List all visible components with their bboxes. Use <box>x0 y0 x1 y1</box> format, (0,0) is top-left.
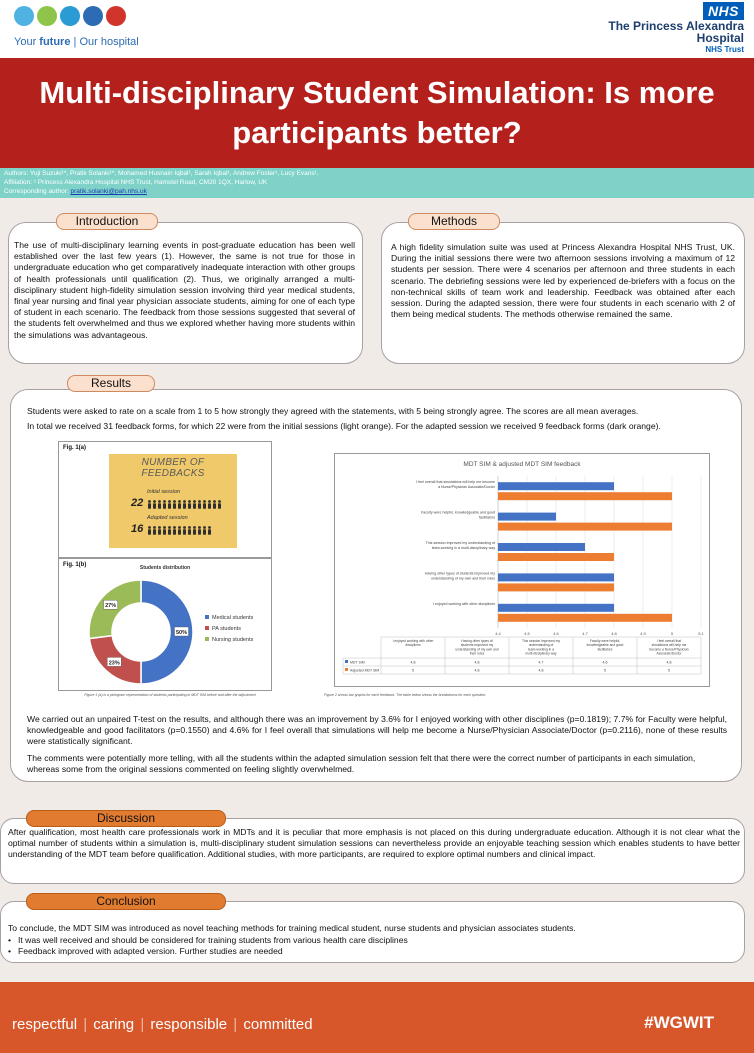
poster-title: Multi-disciplinary Student Simulation: Is more participants better? <box>39 75 715 150</box>
donut-data-label: 50% <box>175 630 188 636</box>
table-cell: 4.6 <box>602 660 608 665</box>
results-para1: Students were asked to rate on a scale from 1 to 5 how strongly they agreed with the statements, with 5 being strongly agree. The scores are all mean averages. <box>27 406 639 416</box>
footer-hashtag: #WGWIT <box>644 1013 714 1032</box>
conclusion-bullets <box>8 935 740 957</box>
footer-values: respectful | caring | responsible | committed <box>12 1016 313 1033</box>
initial-session-label: Initial session <box>147 489 181 495</box>
bar-adjusted-mdt-sim <box>498 553 614 561</box>
legend-swatch <box>205 615 209 619</box>
table-row-name: Adjusted MDT SIM <box>350 668 380 673</box>
y-category-label: Having other types of students improved my <box>424 571 495 576</box>
methods-heading: Methods <box>408 213 500 230</box>
header-bar <box>0 0 754 58</box>
pound-icon <box>106 6 126 26</box>
initial-people-pictogram <box>147 500 222 511</box>
table-header: facilitators <box>597 647 613 652</box>
y-category-label: I enjoyed working with other disciplines <box>432 601 495 606</box>
table-header: understanding of my own and <box>455 647 499 652</box>
adapted-session-label: Adapted session <box>147 515 188 521</box>
table-header: Associate/Doctor <box>656 651 682 656</box>
bar-adjusted-mdt-sim <box>498 492 672 500</box>
methods-text: A high fidelity simulation suite was used at Princess Alexandra Hospital NHS Trust, UK. During the initial sessions there were two afternoon sessions involving a maximum of 12 students per session. There were 4 scenarios per afternoon and three students in each scenario. The debriefing sessions were led by experienced de-briefers with a focus on the non-technical skills of team work and leadership. Feedback was obtained after each session. During the adapted session, there were four students in each scenario with 2 of them being medical students. The methods otherwise remained the same. <box>391 242 735 320</box>
introduction-text: The use of multi-disciplinary learning events in post-graduate education has been well established over the last few years (1). However, the same is not true for those in undergraduate education who get comparatively inadequate interaction with other groups of health professionals until qualification (2). Thus, we originally arranged a multi-disciplinary student high-fidelity simulation session involving third year medical students, final year nursing and final year physician associate students, aiming for one of each type of student in each scenario. The feedback from those sessions suggested that several of the students felt overwhelmed and thus we explored whether having more students within the simulations was advantageous. <box>14 240 355 340</box>
legend-label: PA students <box>212 626 241 632</box>
x-tick-label: 4.9 <box>640 631 646 636</box>
value-responsible: responsible <box>150 1016 228 1033</box>
house-icon <box>83 6 103 26</box>
x-tick-label: 4.7 <box>582 631 588 636</box>
table-cell: 4.7 <box>538 660 544 665</box>
legend-swatch <box>205 626 209 630</box>
y-category-label: I feel overall that simulations will help me become <box>416 480 495 485</box>
table-cell: 4.8 <box>410 660 416 665</box>
bar-mdt-sim <box>498 482 614 490</box>
table-row-name: MDT SIM <box>350 660 365 665</box>
x-tick-label: 5.1 <box>698 631 704 636</box>
person-icon <box>207 526 212 535</box>
y-category-label: This session improved my understanding of <box>425 541 495 545</box>
results-heading: Results <box>67 375 155 392</box>
y-category-label: understanding of my own and their roles <box>431 576 495 581</box>
conclusion-heading: Conclusion <box>26 893 226 910</box>
legend-swatch <box>205 637 209 641</box>
figure-1a-label: Fig. 1(a) <box>63 445 87 451</box>
value-respectful: respectful <box>12 1016 78 1033</box>
conclusion-intro: To conclude, the MDT SIM was introduced as novel teaching methods for training medical student, nurse students and physician associates students. <box>8 923 576 933</box>
footer <box>0 982 754 1053</box>
table-cell: 4.8 <box>474 668 480 673</box>
introduction-heading: Introduction <box>56 213 158 230</box>
figure-1b <box>58 558 272 691</box>
table-cell: 5 <box>604 668 606 673</box>
bar-mdt-sim <box>498 573 614 581</box>
bar-adjusted-mdt-sim <box>498 523 672 531</box>
legend-label: Medical students <box>212 615 254 621</box>
x-tick-label: 4.4 <box>495 631 501 636</box>
x-tick-label: 4.5 <box>524 631 530 636</box>
corresponding-author: Corresponding author: pratik.solanki@pah.nhs.uk <box>4 188 147 195</box>
results-para4: The comments were potentially more telling, with all the students within the adapted simulation session felt that there were the correct number of participants in each simulation, whereas some from the original sessions commented on feeling slightly overwhelmed. <box>27 753 696 775</box>
hospital-logo-icons <box>14 6 126 26</box>
feedback-count-card <box>109 454 237 548</box>
conclusion-bullet: • It was well received and should be considered for training students from various health care disciplines <box>8 935 740 946</box>
adapted-session-count: 16 <box>131 523 144 535</box>
students-distribution-chart <box>59 559 271 690</box>
figure-1b-label: Fig. 1(b) <box>63 562 87 568</box>
feedback-bar-chart-panel <box>334 453 710 687</box>
table-header: disciplines <box>405 643 421 648</box>
donut-data-label: 23% <box>108 660 120 667</box>
table-cell: 5 <box>412 668 414 673</box>
table-header: Faculty were helpful, <box>589 639 621 643</box>
results-para2: In total we received 31 feedback forms, for which 22 were from the initial sessions (light orange). For the adapted session we received 9 feedback forms (dark orange). <box>27 421 661 431</box>
value-caring: caring <box>93 1016 135 1033</box>
nhs-logo: NHS <box>703 2 744 20</box>
bar-mdt-sim <box>498 513 556 521</box>
trust-name: The Princess Alexandra Hospital NHS Trust <box>608 19 744 54</box>
x-tick-label: 4.6 <box>553 631 559 636</box>
table-header: knowledgeable and good <box>586 643 624 648</box>
table-cell: 4.8 <box>474 660 480 665</box>
y-category-label: team-working in a multi-disciplinary way <box>431 546 495 550</box>
table-cell: 4.8 <box>538 668 544 673</box>
table-header: simulations will help me <box>651 643 687 648</box>
results-para3: We carried out an unpaired T-test on the results, and although there was an improvement by 3.6% for I enjoyed working with other disciplines (p=0.1819); 7.7% for Faculty were helpful, knowledgeable and good facilitators (p=0.1550) and 4.6% for I feel overall that simulations will help me become a Nurse/Physician Associate/Doctor (p=0.2116), none of these results were statistically significant. <box>27 714 727 747</box>
discussion-text: After qualification, most health care professionals work in MDTs and it is peculiar that more emphasis is not placed on this during undergraduate education. Although it is not clear what the optimal number of students within a simulation is, multi-disciplinary student simulation sessions can nevertheless provide an enjoyable teaching session which enables students to have better understanding of the MDT team before qualification. Additional studies, with more participants, are required to explore optimal numbers and clinical impact. <box>8 827 740 860</box>
x-tick-label: 4.8 <box>611 631 617 636</box>
table-header: I feel overall that <box>656 639 682 643</box>
value-committed: committed <box>243 1016 313 1033</box>
family-icon <box>14 6 34 26</box>
x-tick-label: 5 <box>670 631 674 636</box>
person-icon <box>217 500 222 509</box>
discussion-heading: Discussion <box>26 810 226 827</box>
table-header: team-working in a <box>527 647 555 652</box>
affiliation-line: Affiliation: ¹ Princess Alexandra Hospital NHS Trust, Hamstel Road, CM20 1QX, Harlow, UK <box>4 179 268 186</box>
table-header: understanding of <box>528 643 554 648</box>
feedback-card-title: NUMBER OF FEEDBACKS <box>141 457 205 479</box>
figure-1-caption: Figure 1 (a) is a pictogram representation of students participating in MDT SIM before and after the adjustment <box>84 693 256 697</box>
table-header: This session improved my <box>521 639 561 643</box>
table-legend-swatch <box>345 668 348 671</box>
feedback-bar-chart <box>335 454 709 686</box>
y-category-label: Faculty were helpful, knowledgeable and good <box>421 510 495 515</box>
y-category-label: a Nurse/Physician Associate/Doctor <box>438 485 495 490</box>
legend-label: Nursing students <box>212 637 254 643</box>
tagline: Your future | Our hospital <box>14 36 139 48</box>
table-header: their roles <box>469 651 485 656</box>
title-band <box>0 58 754 168</box>
figure-1a <box>58 441 272 558</box>
table-legend-swatch <box>345 660 348 663</box>
table-header: I enjoyed working with other <box>392 639 434 643</box>
table-header: multi-disciplinary way <box>525 651 557 656</box>
authors-line: Authors: Yuji Suzuki¹*, Pratik Solanki¹*, Mohamed Husnain Iqbal¹, Sarah Iqbal¹, Andrew Foster¹, Lucy Evans¹. <box>4 170 319 177</box>
table-cell: 5 <box>668 668 670 673</box>
author-email-link[interactable]: pratik.solanki@pah.nhs.uk <box>70 188 147 195</box>
adapted-people-pictogram <box>147 526 212 537</box>
figure-2-caption: Figure 2 shows bar graphs for each feedback. The table below shows the breakdowns for each question. <box>324 693 487 697</box>
donut-data-label: 27% <box>105 603 117 610</box>
chart-title: MDT SIM & adjusted MDT SIM feedback <box>463 461 581 468</box>
chart-title: Students distribution <box>139 565 191 571</box>
group-icon <box>37 6 57 26</box>
bar-adjusted-mdt-sim <box>498 614 672 622</box>
table-cell: 4.8 <box>666 660 672 665</box>
initial-session-count: 22 <box>131 497 144 509</box>
table-header: Having other types of <box>461 639 493 643</box>
bar-adjusted-mdt-sim <box>498 583 614 591</box>
table-header: students improved my <box>460 643 494 648</box>
bar-mdt-sim <box>498 604 614 612</box>
conclusion-bullet: • Feedback improved with adapted version. Further studies are needed <box>8 946 740 957</box>
y-category-label: facilitators <box>478 515 495 520</box>
community-icon <box>60 6 80 26</box>
bar-mdt-sim <box>498 543 585 551</box>
authors-band <box>0 168 754 198</box>
table-header: become a Nurse/Physician <box>649 647 689 652</box>
